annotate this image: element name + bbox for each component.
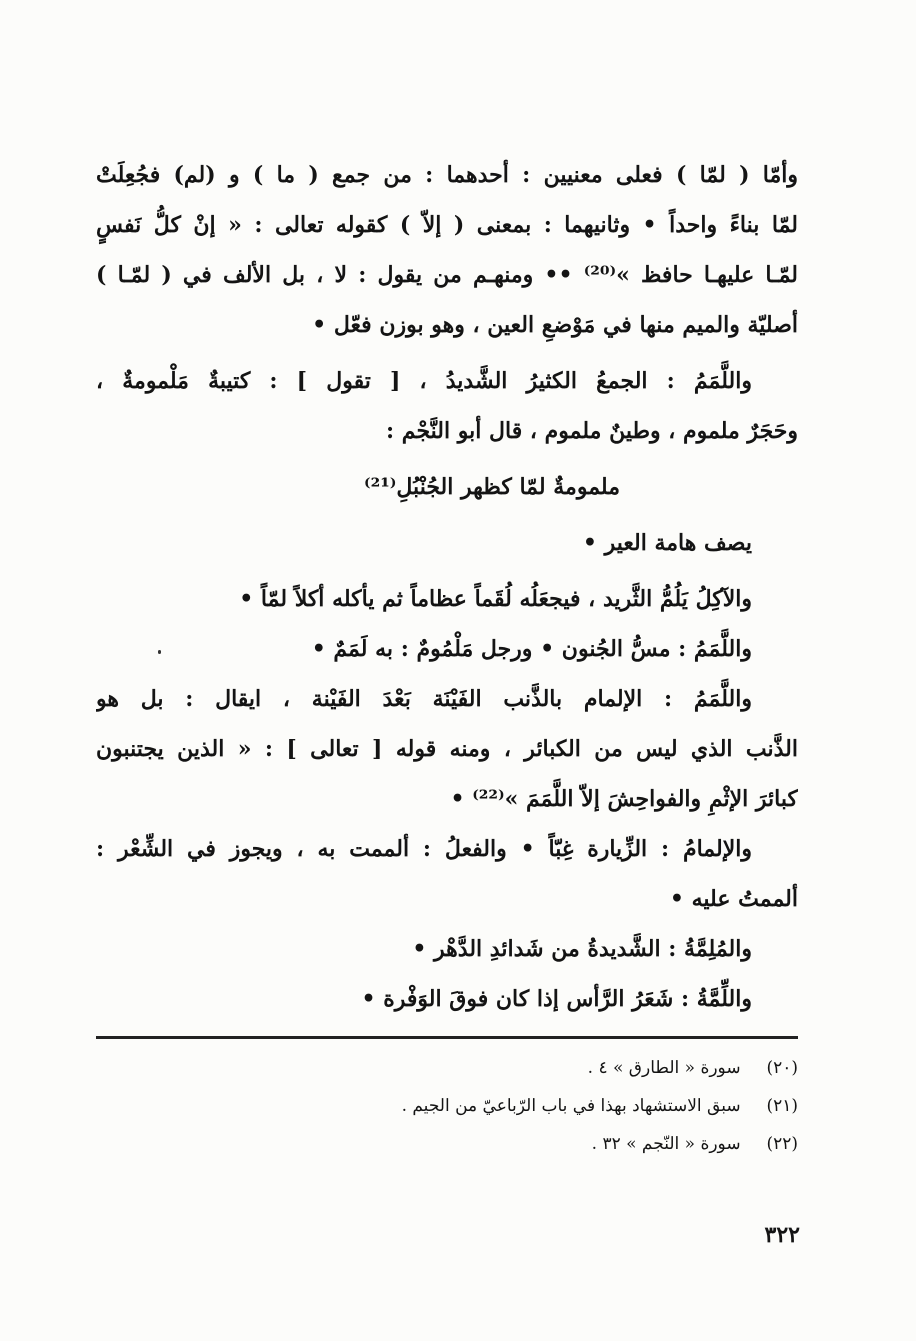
- entry-lamam-ilmam: [96, 674, 798, 824]
- text-line: يصف هامة العير •: [582, 530, 752, 556]
- footnote-text: سورة « الطارق » ٤ .: [587, 1058, 741, 1078]
- text-line: واللَّمَمُ : مسُّ الجُنون • ورجل مَلْمُومٌ : به لَمَمٌ •: [311, 636, 752, 662]
- entry-lamma: [96, 150, 798, 350]
- text-line: وأمّا ( لمّا ) فعلى معنيين : أحدهما : من جمع ( ما ) و (لم) فجُعِلَتْ: [96, 162, 798, 188]
- text-line: أصليّة والميم منها في مَوْضعِ العين ، وهو بوزن فعّل •: [312, 312, 798, 338]
- footnote: [96, 1125, 798, 1163]
- text-line: والآكِلُ يَلُمُّ الثَّريد ، فيجعَلُه لُقَماً عظاماً ثم يأكله أكلاً لمّاً •: [239, 586, 752, 612]
- footnote-text: سبق الاستشهاد بهذا في باب الرّباعيّ من الجيم .: [401, 1096, 741, 1116]
- page-body: [96, 150, 798, 1163]
- entry-ilmam: [96, 824, 798, 924]
- text-line: واللَّمَمُ : الإلمام بالذَّنب الفَيْنَة بَعْدَ الفَيْنة ، ايقال : بل هو: [96, 686, 752, 712]
- entry-mulimma: [96, 924, 798, 974]
- footnote-number: (٢٢): [766, 1134, 798, 1154]
- page-number: ٣٢٢: [764, 1222, 800, 1248]
- text-line: كبائرَ الإثْمِ والفواحِشَ إلاّ اللَّمَمَ »⁽²²⁾ •: [450, 786, 798, 812]
- text-line: واللَّمَمُ : الجمعُ الكثيرُ الشَّديدُ ، [ تقول ] : كتيبةٌ مَلْمومةٌ ،: [96, 368, 752, 394]
- footnote-divider: [96, 1036, 798, 1039]
- text-line: والمُلِمَّةُ : الشَّديدةُ من شَدائدِ الدَّهْر •: [412, 936, 752, 962]
- verse-line: ملمومةٌ لمّا كظهر الجُنْبُلِ⁽²¹⁾: [364, 474, 620, 500]
- text-line: الذَّنب الذي ليس من الكبائر ، ومنه قوله [ تعالى ] : « الذين يجتنبون: [96, 736, 798, 762]
- ink-speck: [158, 650, 161, 654]
- text-line: وحَجَرٌ ملموم ، وطينٌ ملموم ، قال أبو النَّجْم :: [386, 418, 798, 444]
- footnote: [96, 1087, 798, 1125]
- footnotes: [96, 1049, 798, 1163]
- footnote-text: سورة « النّجم » ٣٢ .: [591, 1134, 741, 1154]
- entry-lamam-jam: [96, 356, 798, 568]
- footnote-number: (٢٠): [766, 1058, 798, 1078]
- text-line: والإلمامُ : الزِّيارة غِبّاً • والفعلُ : ألممت به ، ويجوز في الشِّعْر :: [96, 836, 752, 862]
- footnote: [96, 1049, 798, 1087]
- text-line: لمّا بناءً واحداً • وثانيهما : بمعنى ( إلاّ ) كقوله تعالى : « إنْ كلُّ نَفسٍ: [96, 212, 798, 238]
- text-line: واللِّمَّةُ : شَعَرُ الرَّأس إذا كان فوقَ الوَفْرة •: [361, 986, 752, 1012]
- entry-lamam-junun: [96, 624, 798, 674]
- entry-limma: [96, 974, 798, 1024]
- footnote-number: (٢١): [766, 1096, 798, 1116]
- entry-akil: [96, 574, 798, 624]
- text-line: لمّـا عليهـا حافظ »⁽²⁰⁾ •• ومنهـم من يقول : لا ، بل الألف في ( لمّـا ): [96, 262, 798, 288]
- text-line: ألممتُ عليه •: [669, 886, 798, 912]
